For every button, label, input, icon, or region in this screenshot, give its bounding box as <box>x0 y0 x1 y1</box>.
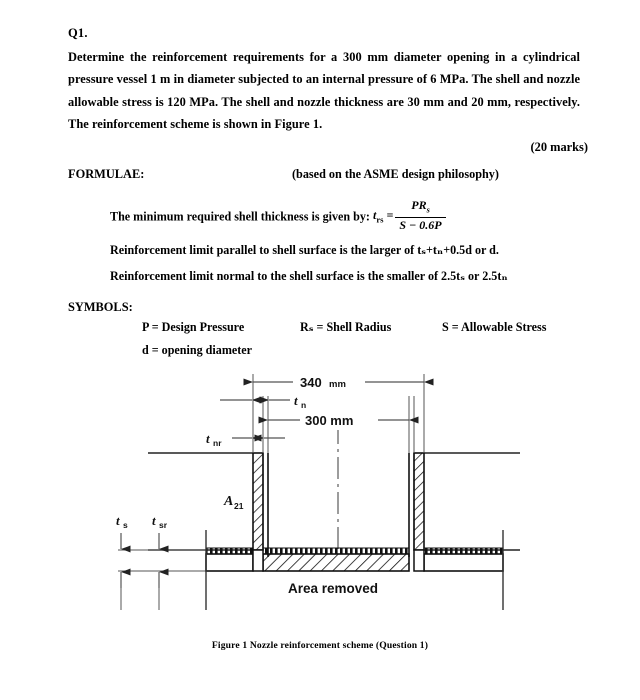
shell-geometry <box>118 530 520 610</box>
formula-equation <box>373 199 446 234</box>
formula-numerator: $PR_s$ <box>411 198 430 215</box>
symbol-shell-radius: Rₛ = Shell Radius <box>300 320 392 334</box>
dimension-340mm <box>253 370 424 392</box>
nozzle-geometry <box>148 374 520 557</box>
a21-label: A <box>224 494 234 509</box>
dim-340-value: 340 <box>300 375 322 390</box>
tn-label: t <box>294 393 298 408</box>
formulae-heading: FORMULAE: <box>68 167 145 181</box>
dim-300-value: 300 mm <box>305 413 354 428</box>
shell-body-left <box>206 554 253 571</box>
right-nozzle-through-shell <box>414 550 424 571</box>
figure-svg <box>0 360 640 660</box>
ts-label-sub: s <box>123 520 128 530</box>
formulae-subheading: (based on the ASME design philosophy) <box>292 167 499 181</box>
tn-label-sub: n <box>301 400 307 410</box>
dimension-300mm <box>268 408 409 430</box>
left-nozzle-through-shell <box>253 550 263 571</box>
ts-label: t <box>116 513 120 528</box>
symbol-design-pressure: P = Design Pressure <box>142 320 245 334</box>
symbols-heading: SYMBOLS: <box>68 300 133 314</box>
nozzle-reinforcement-figure <box>0 360 640 660</box>
symbol-opening-diameter: d = opening diameter <box>142 343 253 357</box>
formula-shell-thickness <box>110 200 446 235</box>
formula-limit-normal: Reinforcement limit normal to the shell surface is the smaller of 2.5tₛ or 2.5tₙ <box>110 269 508 283</box>
label-tsr <box>152 513 168 610</box>
formula-lhs: $t_{rs}$ = <box>372 208 394 225</box>
dim-340-unit: mm <box>329 379 346 390</box>
formula-limit-parallel: Reinforcement limit parallel to shell surface is the larger of tₛ+tₙ+0.5d or d. <box>110 243 499 257</box>
shell-body-right <box>424 554 503 571</box>
symbol-allowable-stress: S = Allowable Stress <box>442 320 547 334</box>
formula-denominator: S − 0.6P <box>399 218 442 233</box>
area-removed-label: Area removed <box>288 581 379 596</box>
label-ts <box>116 513 128 610</box>
tsr-label: t <box>152 513 156 528</box>
tsr-label-sub: sr <box>159 520 168 530</box>
question-text: Determine the reinforcement requirements for a 300 mm diameter opening in a cylindrical pressure vessel 1 m in diameter subjected to an internal pressure of 6 MPa. The shell and nozzle allowable stress is 120 MPa. The shell and nozzle thickness are 30 mm and 20 mm, respectively. The reinforcement scheme is shown in Figure 1. <box>68 50 580 131</box>
tnr-label: t <box>206 431 210 446</box>
tnr-label-sub: nr <box>213 438 222 448</box>
shell-required-band-right <box>424 548 503 554</box>
shell-required-band-center <box>263 548 409 554</box>
label-tnr <box>206 431 285 448</box>
shell-required-band-left <box>206 548 253 554</box>
figure-caption: Figure 1 Nozzle reinforcement scheme (Question 1) <box>211 640 429 651</box>
a21-label-sub: 21 <box>234 501 244 511</box>
marks-label: (20 marks) <box>530 140 588 154</box>
label-A21 <box>223 494 244 511</box>
area-removed-hatched <box>263 554 409 571</box>
right-nozzle-wall-hatched <box>414 453 424 550</box>
left-nozzle-wall-hatched <box>253 453 263 550</box>
formula-fraction <box>395 198 445 233</box>
formula-prefix-text: The minimum required shell thickness is given by: <box>110 209 370 224</box>
question-number: Q1. <box>68 26 88 40</box>
